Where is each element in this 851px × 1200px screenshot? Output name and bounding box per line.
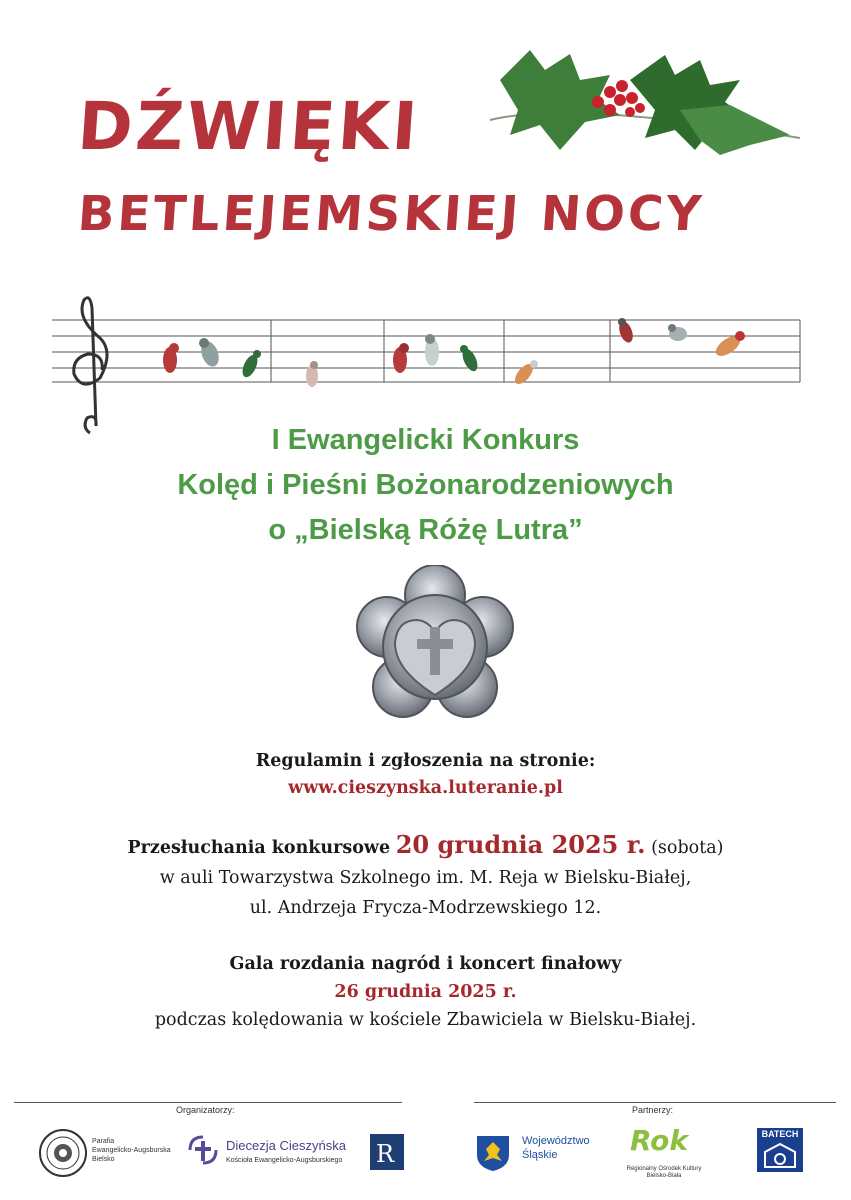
auditions-info xyxy=(0,830,851,923)
rok-logo: Rok xyxy=(630,1124,689,1157)
luther-rose-icon xyxy=(355,565,515,725)
organizers-divider xyxy=(14,1102,402,1103)
diocese-logo-icon xyxy=(186,1133,220,1167)
parish-seal-icon xyxy=(38,1128,88,1178)
school-logo-icon xyxy=(368,1132,406,1172)
partners-divider xyxy=(474,1102,836,1103)
diocese-name: Diecezja Cieszyńska xyxy=(226,1138,346,1153)
contest-subtitle xyxy=(0,418,851,553)
voivodeship-name xyxy=(522,1134,590,1162)
rok-name-line-1: Regionalny Ośrodek Kultury xyxy=(626,1166,702,1172)
rok-name-line-2: Bielsko-Biała xyxy=(646,1173,682,1179)
registration-url[interactable]: www.cieszynska.luteranie.pl xyxy=(288,778,563,798)
organizers-label: Organizatorzy: xyxy=(176,1105,235,1115)
subtitle-line-3: o „Bielską Różę Lutra” xyxy=(268,514,583,546)
rok-name xyxy=(618,1166,710,1180)
voivodeship-coat-of-arms-icon xyxy=(474,1133,512,1173)
voivodeship-line-2: Śląskie xyxy=(522,1149,558,1161)
batech-emblem-icon xyxy=(757,1140,803,1172)
auditions-place-line-2: ul. Andrzeja Frycza-Modrzewskiego 12. xyxy=(249,898,602,918)
svg-text:R: R xyxy=(376,1140,395,1168)
auditions-label: Przesłuchania konkursowe xyxy=(127,838,391,858)
registration-label: Regulamin i zgłoszenia na stronie: xyxy=(255,751,596,771)
gala-place: podczas kolędowania w kościele Zbawiciela w Bielsku-Białej. xyxy=(154,1010,697,1030)
registration-info xyxy=(0,748,851,802)
auditions-date: 20 grudnia 2025 r. xyxy=(395,830,646,859)
treble-clef-icon xyxy=(74,298,107,433)
subtitle-line-1: I Ewangelicki Konkurs xyxy=(271,424,580,456)
parish-name xyxy=(92,1137,171,1164)
parish-name-line-2: Ewangelicko-Augsburska xyxy=(92,1147,171,1154)
auditions-day: (sobota) xyxy=(651,838,724,858)
title-line-1: DŹWIĘKI xyxy=(75,88,423,165)
gala-info xyxy=(0,950,851,1034)
parish-name-line-1: Parafia xyxy=(92,1138,115,1145)
holly-illustration xyxy=(470,40,810,170)
gala-label: Gala rozdania nagród i koncert finałowy xyxy=(229,954,622,974)
auditions-place-line-1: w auli Towarzystwa Szkolnego im. M. Reja w Bielsku-Białej, xyxy=(159,868,692,888)
partners-label: Partnerzy: xyxy=(632,1105,674,1115)
parish-name-line-3: Bielsko xyxy=(92,1156,115,1163)
title-line-2: BETLEJEMSKIEJ NOCY xyxy=(76,186,706,242)
gala-date: 26 grudnia 2025 r. xyxy=(334,982,517,1002)
batech-logo xyxy=(757,1128,803,1172)
batech-name: BATECH xyxy=(761,1129,799,1139)
subtitle-line-2: Kolęd i Pieśni Bożonarodzeniowych xyxy=(177,469,674,501)
music-staff-illustration xyxy=(52,288,804,438)
voivodeship-line-1: Województwo xyxy=(522,1135,590,1147)
diocese-subtitle: Kościoła Ewangelicko-Augsburskiego xyxy=(226,1157,343,1164)
